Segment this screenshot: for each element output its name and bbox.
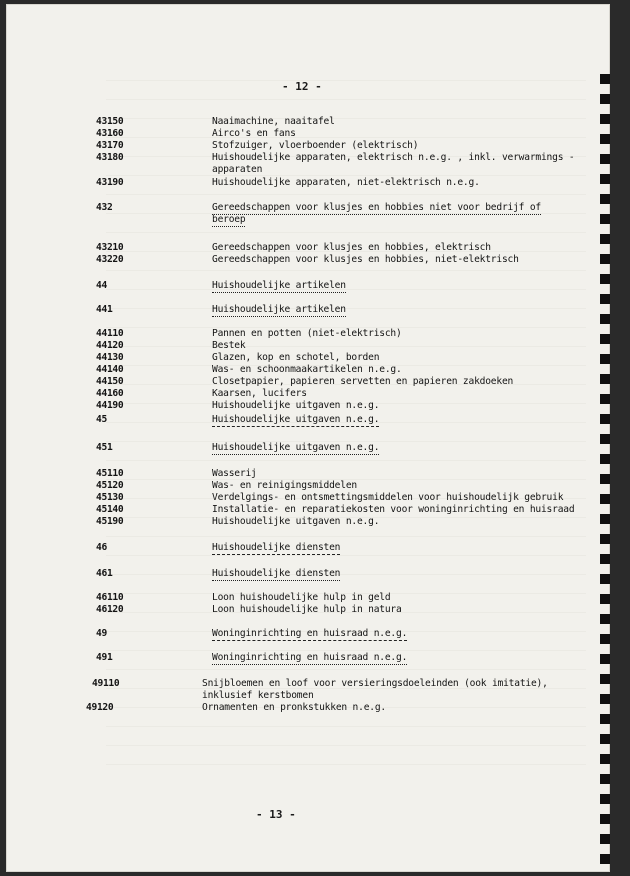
item-label: Gereedschappen voor klusjes en hobbies niet voor bedrijf of [212, 202, 541, 213]
binding-ring [600, 134, 610, 144]
binding-ring [600, 434, 610, 444]
item-code: 44120 [96, 340, 124, 351]
item-code: 43220 [96, 254, 124, 265]
binding-ring [600, 514, 610, 524]
binding-ring [600, 854, 610, 864]
item-label: inklusief kerstbomen [202, 690, 314, 701]
binding-ring [600, 734, 610, 744]
item-code: 43210 [96, 242, 124, 253]
page-number-bottom: - 13 - [256, 808, 296, 821]
item-label: Loon huishoudelijke hulp in natura [212, 604, 402, 615]
item-label: Was- en schoonmaakartikelen n.e.g. [212, 364, 402, 375]
item-label: Gereedschappen voor klusjes en hobbies, elektrisch [212, 242, 491, 253]
binding-ring [600, 94, 610, 104]
binding-ring [600, 294, 610, 304]
binding-ring [600, 414, 610, 424]
binding-ring [600, 694, 610, 704]
binding-ring [600, 214, 610, 224]
item-label: Huishoudelijke artikelen [212, 304, 346, 315]
item-label: Kaarsen, lucifers [212, 388, 307, 399]
item-label: Gereedschappen voor klusjes en hobbies, niet-elektrisch [212, 254, 519, 265]
binding-ring [600, 814, 610, 824]
binding-ring [600, 494, 610, 504]
item-code: 45130 [96, 492, 124, 503]
item-label: Huishoudelijke apparaten, niet-elektrisch n.e.g. [212, 177, 480, 188]
binding-ring [600, 534, 610, 544]
item-label: Closetpapier, papieren servetten en papieren zakdoeken [212, 376, 514, 387]
item-label: Glazen, kop en schotel, borden [212, 352, 380, 363]
item-label: Huishoudelijke apparaten, elektrisch n.e.g. , inkl. verwarmings - [212, 152, 575, 163]
binding-ring [600, 774, 610, 784]
item-code: 45140 [96, 504, 124, 515]
item-label: Was- en reinigingsmiddelen [212, 480, 357, 491]
item-code: 44140 [96, 364, 124, 375]
item-code: 461 [96, 568, 113, 579]
binding-ring [600, 374, 610, 384]
item-code: 44130 [96, 352, 124, 363]
item-label: Woninginrichting en huisraad n.e.g. [212, 652, 408, 663]
item-label: Installatie- en reparatiekosten voor woninginrichting en huisraad [212, 504, 575, 515]
item-label: Pannen en potten (niet-elektrisch) [212, 328, 402, 339]
item-code: 45120 [96, 480, 124, 491]
item-code: 44190 [96, 400, 124, 411]
binding-ring [600, 654, 610, 664]
item-label: Bestek [212, 340, 246, 351]
item-label: Huishoudelijke diensten [212, 568, 341, 579]
item-code: 44 [96, 280, 107, 291]
item-code: 49120 [86, 702, 114, 713]
binding-ring [600, 754, 610, 764]
binding-edge [600, 74, 610, 872]
item-label: Wasserij [212, 468, 257, 479]
item-code: 45110 [96, 468, 124, 479]
binding-ring [600, 154, 610, 164]
item-label: beroep [212, 214, 246, 225]
binding-ring [600, 194, 610, 204]
item-code: 46 [96, 542, 107, 553]
binding-ring [600, 554, 610, 564]
binding-ring [600, 634, 610, 644]
item-code: 43190 [96, 177, 124, 188]
binding-ring [600, 314, 610, 324]
item-code: 49110 [92, 678, 120, 689]
binding-ring [600, 454, 610, 464]
document-page [6, 4, 610, 872]
item-code: 46120 [96, 604, 124, 615]
item-code: 45190 [96, 516, 124, 527]
binding-ring [600, 794, 610, 804]
binding-ring [600, 254, 610, 264]
item-label: Naaimachine, naaitafel [212, 116, 335, 127]
item-code: 43170 [96, 140, 124, 151]
item-code: 432 [96, 202, 113, 213]
binding-ring [600, 474, 610, 484]
binding-ring [600, 714, 610, 724]
item-code: 451 [96, 442, 113, 453]
item-label: Stofzuiger, vloerboender (elektrisch) [212, 140, 419, 151]
binding-ring [600, 74, 610, 84]
item-label: Loon huishoudelijke hulp in geld [212, 592, 391, 603]
item-label: Huishoudelijke artikelen [212, 280, 346, 291]
item-label: Airco's en fans [212, 128, 296, 139]
item-label: Huishoudelijke uitgaven n.e.g. [212, 516, 380, 527]
item-code: 44150 [96, 376, 124, 387]
item-code: 43160 [96, 128, 124, 139]
binding-ring [600, 394, 610, 404]
item-label: Huishoudelijke diensten [212, 542, 341, 553]
item-label: Snijbloemen en loof voor versieringsdoeleinden (ook imitatie), [202, 678, 548, 689]
item-code: 44110 [96, 328, 124, 339]
item-code: 43150 [96, 116, 124, 127]
item-code: 441 [96, 304, 113, 315]
item-label: Verdelgings- en ontsmettingsmiddelen voor huishoudelijk gebruik [212, 492, 564, 503]
binding-ring [600, 174, 610, 184]
item-label: apparaten [212, 164, 263, 175]
binding-ring [600, 234, 610, 244]
item-code: 49 [96, 628, 107, 639]
item-code: 491 [96, 652, 113, 663]
item-label: Huishoudelijke uitgaven n.e.g. [212, 414, 380, 425]
item-code: 44160 [96, 388, 124, 399]
binding-ring [600, 574, 610, 584]
item-code: 43180 [96, 152, 124, 163]
binding-ring [600, 594, 610, 604]
binding-ring [600, 614, 610, 624]
item-code: 46110 [96, 592, 124, 603]
binding-ring [600, 114, 610, 124]
page-number-top: - 12 - [282, 80, 322, 93]
item-label: Huishoudelijke uitgaven n.e.g. [212, 442, 380, 453]
binding-ring [600, 354, 610, 364]
binding-ring [600, 834, 610, 844]
item-label: Huishoudelijke uitgaven n.e.g. [212, 400, 380, 411]
binding-ring [600, 334, 610, 344]
item-label: Ornamenten en pronkstukken n.e.g. [202, 702, 387, 713]
binding-ring [600, 674, 610, 684]
item-code: 45 [96, 414, 107, 425]
binding-ring [600, 274, 610, 284]
item-label: Woninginrichting en huisraad n.e.g. [212, 628, 408, 639]
